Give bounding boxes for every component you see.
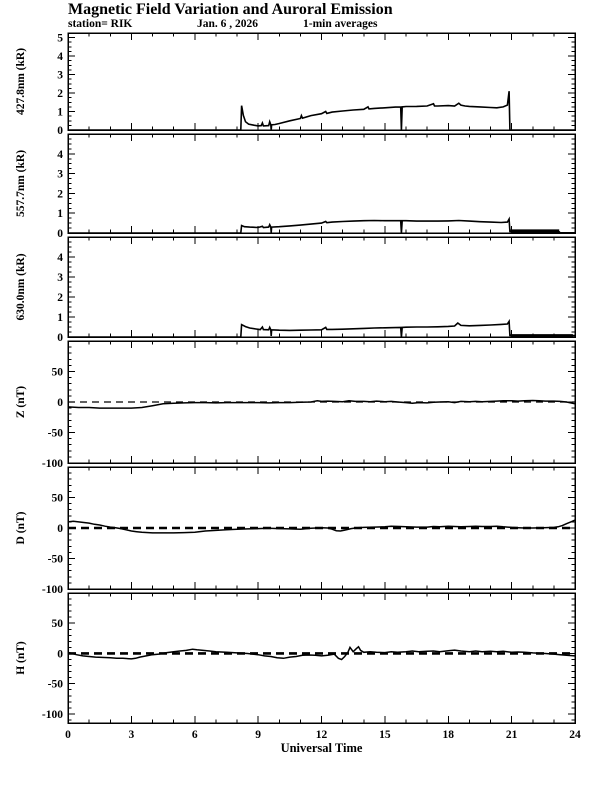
svg-text:3: 3 xyxy=(128,729,135,741)
y-tick-labels xyxy=(42,493,63,597)
svg-text:4: 4 xyxy=(57,51,63,64)
svg-text:-50: -50 xyxy=(47,427,63,440)
y-axis-title: 630.0nm (kR) xyxy=(15,253,27,321)
averaging-label: 1-min averages xyxy=(303,18,378,30)
panel-frame xyxy=(68,33,575,130)
svg-text:50: 50 xyxy=(51,366,63,379)
svg-text:18: 18 xyxy=(442,729,454,741)
panel-frame xyxy=(68,134,575,233)
x-ticks xyxy=(89,237,554,337)
svg-text:21: 21 xyxy=(505,729,518,741)
y-axis-title: 427.8nm (kR) xyxy=(15,47,27,116)
chart-title: Magnetic Field Variation and Auroral Emission xyxy=(68,1,393,18)
panel-frame xyxy=(68,593,575,723)
series-d-variation xyxy=(68,520,575,533)
svg-text:6: 6 xyxy=(191,729,198,741)
panel-frame xyxy=(68,237,575,337)
panel-Z xyxy=(15,341,575,470)
station-label: station= RIK xyxy=(68,18,133,30)
svg-text:24: 24 xyxy=(569,729,581,741)
panel-557-7nm xyxy=(15,134,575,240)
svg-text:0: 0 xyxy=(57,648,63,661)
panel-H xyxy=(15,593,575,723)
svg-text:9: 9 xyxy=(255,729,261,741)
y-tick-labels xyxy=(57,149,63,240)
svg-text:50: 50 xyxy=(51,492,63,505)
svg-text:0: 0 xyxy=(57,523,63,535)
svg-text:-50: -50 xyxy=(47,678,63,691)
x-ticks xyxy=(89,134,554,233)
svg-text:2: 2 xyxy=(57,88,63,101)
panel-427-8nm xyxy=(15,33,575,137)
y-tick-labels xyxy=(57,33,63,137)
svg-text:4: 4 xyxy=(57,148,63,161)
y-axis-title: Z (nT) xyxy=(15,385,27,419)
y-ticks xyxy=(68,134,575,233)
svg-text:3: 3 xyxy=(57,69,63,82)
svg-text:1: 1 xyxy=(57,312,63,324)
svg-text:0: 0 xyxy=(57,228,63,240)
y-ticks xyxy=(68,33,575,130)
svg-text:0: 0 xyxy=(65,729,71,741)
svg-text:15: 15 xyxy=(379,729,391,741)
svg-text:0: 0 xyxy=(57,125,63,137)
svg-text:50: 50 xyxy=(51,618,63,631)
y-tick-labels xyxy=(57,252,63,344)
svg-text:3: 3 xyxy=(57,168,63,181)
x-axis-labels xyxy=(65,729,581,741)
y-axis-title: D (nT) xyxy=(15,511,27,545)
x-ticks xyxy=(89,593,554,723)
svg-text:3: 3 xyxy=(57,272,63,284)
y-ticks xyxy=(68,237,575,337)
y-tick-labels xyxy=(42,367,63,471)
svg-text:-100: -100 xyxy=(41,458,63,470)
y-tick-labels xyxy=(42,618,63,721)
panel-630-0nm xyxy=(15,237,575,344)
y-axis-title: 557.7nm (kR) xyxy=(15,149,27,218)
svg-text:12: 12 xyxy=(315,729,328,741)
svg-text:5: 5 xyxy=(57,32,63,45)
x-ticks xyxy=(89,33,554,130)
svg-text:1: 1 xyxy=(57,208,63,221)
svg-text:0: 0 xyxy=(57,332,63,344)
svg-text:2: 2 xyxy=(57,188,63,201)
svg-text:-100: -100 xyxy=(41,708,63,721)
svg-text:4: 4 xyxy=(57,252,63,264)
svg-text:-100: -100 xyxy=(41,584,63,596)
svg-text:-50: -50 xyxy=(47,553,63,566)
y-axis-title: H (nT) xyxy=(15,641,27,675)
svg-text:0: 0 xyxy=(57,397,63,409)
svg-text:1: 1 xyxy=(57,106,63,119)
panel-D xyxy=(15,467,575,596)
date-label: Jan. 6 , 2026 xyxy=(197,18,259,30)
x-axis-title: Universal Time xyxy=(280,741,363,755)
svg-text:2: 2 xyxy=(57,292,63,304)
